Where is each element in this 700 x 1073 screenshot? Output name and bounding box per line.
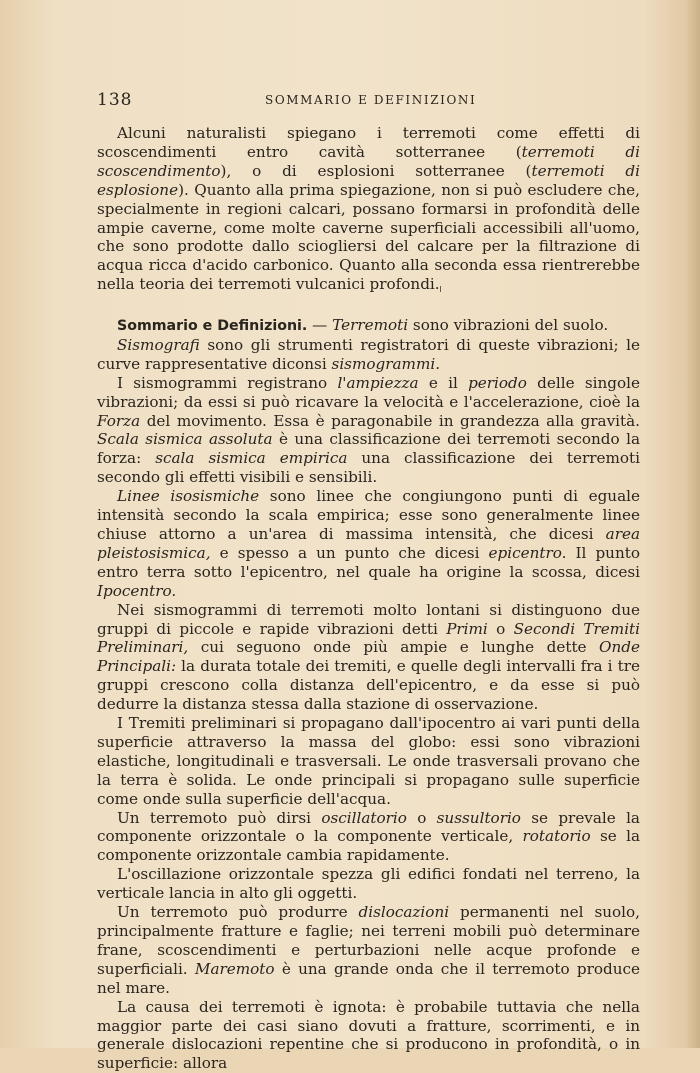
paragraph-terremoti-lontani: Nei sismogrammi di terremoti molto lontani si distinguono due gruppi di piccole e rapide vibrazioni detti Primi o Secondi Tremiti Preliminari, cui seguono onde più ampie e lunghe dette Onde Principali: la durata totale dei tremiti, e quelle degli intervalli fra i tre gruppi crescono colla distanza dell'epicentro, e da esse si può dedurre la distanza stessa dalla stazione di osservazione. xyxy=(97,600,641,714)
paragraph-linee-isosismiche: Linee isosismiche sono linee che congiungono punti di eguale intensità secondo la scala empirica; esse sono generalmente linee chiuse attorno a un'area di massima intensità, che dicesi area pleistosismica, e spesso a un punto che dicesi epicentro. Il punto entro terra sotto l'epicentro, nel quale ha origine la scossa, dicesi Ipocentro. xyxy=(97,487,640,600)
running-head: SOMMARIO E DEFINIZIONI xyxy=(265,93,477,107)
paragraph-sismografi: Sismografi sono gli strumenti registratori di queste vibrazioni; le curve rappresentative diconsi sismogrammi. xyxy=(97,335,640,373)
section-heading-paragraph: Sommario e Definizioni. — Terremoti sono vibrazioni del suolo. xyxy=(117,316,609,334)
section-heading: Sommario e Definizioni. xyxy=(117,318,308,334)
summary-section xyxy=(97,316,640,1073)
stray-mark xyxy=(440,286,441,292)
paragraph-tremiti-preliminari: I Tremiti preliminari si propagano dall'ipocentro ai vari punti della superficie attraverso la massa del globo: essi sono vibrazioni elastiche, longitudinali e trasversali. Le onde trasversali provano che la terra è solida. Le onde principali si propagano sulle superficie come onde sulla superficie dell'acqua. xyxy=(97,714,640,808)
paragraph-dislocazioni: Un terremoto può produrre dislocazioni permanenti nel suolo, principalmente fratture e faglie; nei terreni mobili può determinare frane, scoscendimenti e perturbazioni nelle acque profonde e superficiali. Maremoto è una grande onda che il terremoto produce nel mare. xyxy=(97,903,640,997)
paragraph-oscillazione: L'oscillazione orizzontale spezza gli edifici fondati nel terreno, la verticale lancia in alto gli oggetti. xyxy=(97,865,640,903)
intro-paragraph-block xyxy=(97,124,640,294)
page-number: 138 xyxy=(97,90,133,110)
paragraph-causa: La causa dei terremoti è ignota: è probabile tuttavia che nella maggior parte dei casi siano dovuti a fratture, scorrimenti, e in generale dislocazioni repentine che si producono in profondità, o in superficie: allora xyxy=(97,997,640,1073)
page-edge-shadow xyxy=(686,0,700,1048)
paragraph-sismogrammi: I sismogrammi registrano l'ampiezza e il periodo delle singole vibrazioni; da essi si può ricavare la velocità e l'accelerazione, cioè la Forza del movimento. Essa è paragonabile in grandezza alla gravità. Scala sismica assoluta è una classificazione dei terremoti secondo la forza: scala sismica empirica una classificazione dei terremoti secondo gli effetti visibili e sensibili. xyxy=(97,373,641,487)
paragraph-intro: Alcuni naturalisti spiegano i terremoti come effetti di scoscendimenti entro cavità sotterranee (terremoti di scoscendimento), o di esplosioni sotterranee (terremoti di esplosione). Quanto alla prima spiegazione, non si può escludere che, specialmente in regioni calcari, possano formarsi in profondità delle ampie caverne, come molte caverne superficiali accessibili all'uomo, che sono prodotte dallo sciogliersi del calcare per la filtrazione di acqua ricca d'acido carbonico. Quanto alla seconda essa rientrerebbe nella teoria dei terremoti vulcanici profondi. xyxy=(97,124,640,294)
paragraph-oscillatorio: Un terremoto può dirsi oscillatorio o sussultorio se prevale la componente orizzontale o la componente verticale, rotatorio se la componente orizzontale cambia rapidamente. xyxy=(97,808,640,865)
page-header xyxy=(97,90,637,112)
